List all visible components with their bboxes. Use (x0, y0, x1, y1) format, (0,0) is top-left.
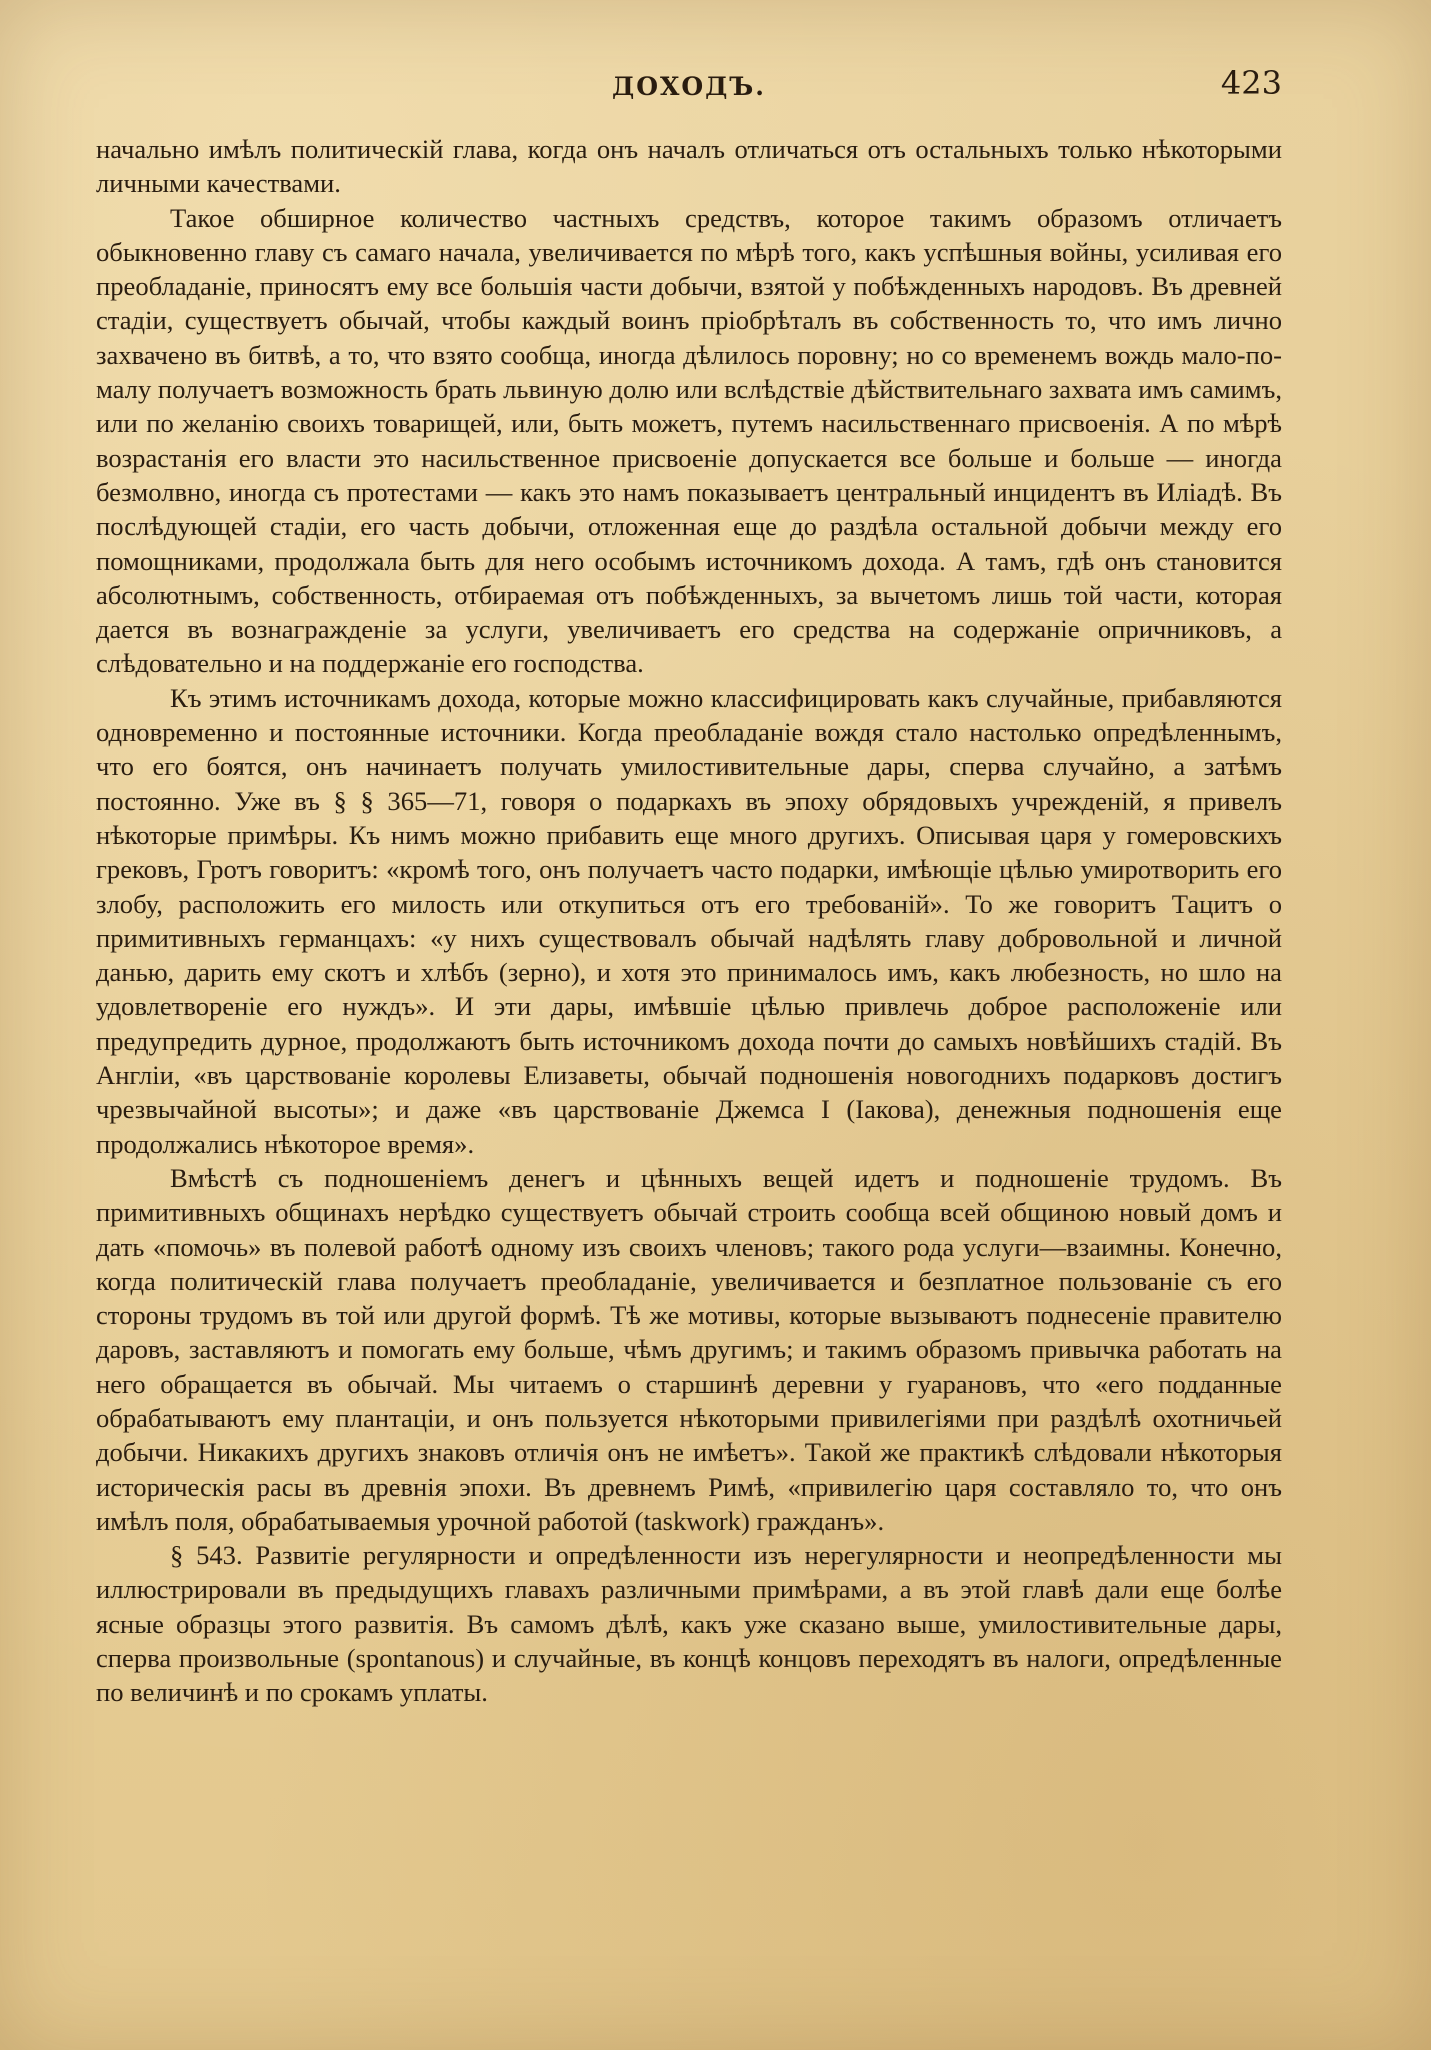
paragraph-labour: Вмѣстѣ съ подношеніемъ денегъ и цѣнныхъ вещей идетъ и подношеніе трудомъ. Въ примитивныхъ общинахъ нерѣдко существуетъ обычай строить сообща всей общиною новый домъ и дать «помочь» въ полевой работѣ одному изъ своихъ членовъ; такого рода услуги—взаимны. Конечно, когда политическій глава получаетъ преобладаніе, увеличивается и безплатное пользованіе съ его стороны трудомъ въ той или другой формѣ. Тѣ же мотивы, которые вызываютъ поднесеніе правителю даровъ, заставляютъ и помогать ему больше, чѣмъ другимъ; и такимъ образомъ привычка работать на него обращается въ обычай. Мы читаемъ о старшинѣ деревни у гуарановъ, что «его подданные обрабатываютъ ему плантаціи, и онъ пользуется нѣкоторыми привилегіями при раздѣлѣ охотничьей добычи. Никакихъ другихъ знаковъ отличія онъ не имѣетъ». Такой же практикѣ слѣдовали нѣкоторыя историческія расы въ древнія эпохи. Въ древнемъ Римѣ, «привилегію царя составляло то, что онъ имѣлъ поля, обрабатываемыя урочной работой (taskwork) гражданъ». (96, 1162, 1282, 1536)
body-text (96, 132, 1282, 1710)
paragraph-gifts: Къ этимъ источникамъ дохода, которые можно классифицировать какъ случайные, прибавляются одновременно и постоянные источники. Когда преобладаніе вождя стало настолько опредѣленнымъ, что его боятся, онъ начинаетъ получать умилостивительные дары, сперва случайно, а затѣмъ постоянно. Уже въ § § 365—71, говоря о подаркахъ въ эпоху обрядовыхъ учрежденій, я привелъ нѣкоторые примѣры. Къ нимъ можно прибавить еще много другихъ. Описывая царя у гомеровскихъ грековъ, Гротъ говоритъ: «кромѣ того, онъ получаетъ часто подарки, имѣющіе цѣлью умиротворить его злобу, расположить его милость или откупиться отъ его требованій». То же говоритъ Тацитъ о примитивныхъ германцахъ: «у нихъ существовалъ обычай надѣлять главу добровольной и личной данью, дарить ему скотъ и хлѣбъ (зерно), и хотя это принималось имъ, какъ любезность, но шло на удовлетвореніе его нуждъ». И эти дары, имѣвшіе цѣлью привлечь доброе расположеніе или предупредить дурное, продолжаютъ быть источникомъ дохода почти до самыхъ новѣйшихъ стадій. Въ Англіи, «въ царствованіе королевы Елизаветы, обычай подношенія новогоднихъ подарковъ достигъ чрезвычайной высоты»; и даже «въ царствованіе Джемса I (Іакова), денежныя подношенія еще продолжались нѣкоторое время». (96, 682, 1282, 1159)
page-header (96, 64, 1282, 114)
paragraph-section-543: § 543. Развитіе регулярности и опредѣленности изъ нерегулярности и неопредѣленности мы иллюстрировали въ предыдущихъ главахъ различными примѣрами, а въ этой главѣ дали еще болѣе ясные образцы этого развитія. Въ самомъ дѣлѣ, какъ уже сказано выше, умилостивительные дары, сперва произвольные (spontanous) и случайные, въ концѣ концовъ переходятъ въ налоги, опредѣленные по величинѣ и по срокамъ уплаты. (96, 1540, 1282, 1708)
running-head: ДОХОДЪ. (611, 72, 767, 101)
paragraph-spoils-of-war: Такое обширное количество частныхъ средствъ, которое такимъ образомъ отличаетъ обыкновенно главу съ самаго начала, увеличивается по мѣрѣ того, какъ успѣшныя войны, усиливая его преобладаніе, приносятъ ему все большія части добычи, взятой у побѣжденныхъ народовъ. Въ древней стадіи, существуетъ обычай, чтобы каждый воинъ пріобрѣталъ въ собственность то, что имъ лично захвачено въ битвѣ, а то, что взято сообща, иногда дѣлилось поровну; но со временемъ вождь мало-по-малу получаетъ возможность брать львиную долю или вслѣдствіе дѣйствительнаго захвата имъ самимъ, или по желанію своихъ товарищей, или, быть можетъ, путемъ насильственнаго присвоенія. А по мѣрѣ возрастанія его власти это насильственное присвоеніе допускается все больше и больше — иногда безмолвно, иногда съ протестами — какъ это намъ показываетъ центральный инцидентъ въ Иліадѣ. Въ послѣдующей стадіи, его часть добычи, отложенная еще до раздѣла остальной добычи между его помощниками, продолжала быть для него особымъ источникомъ дохода. А тамъ, гдѣ онъ становится абсолютнымъ, собственность, отбираемая отъ побѣжденныхъ, за вычетомъ лишь той части, которая дается въ вознагражденіе за услуги, увеличиваетъ его средства на содержаніе опричниковъ, а слѣдовательно и на поддержаніе его господства. (96, 202, 1282, 679)
paragraph-continuation: начально имѣлъ политическій глава, когда онъ началъ отличаться отъ остальныхъ только нѣкоторыми личными качествами. (96, 134, 1282, 199)
page-number: 423 (1220, 64, 1282, 102)
